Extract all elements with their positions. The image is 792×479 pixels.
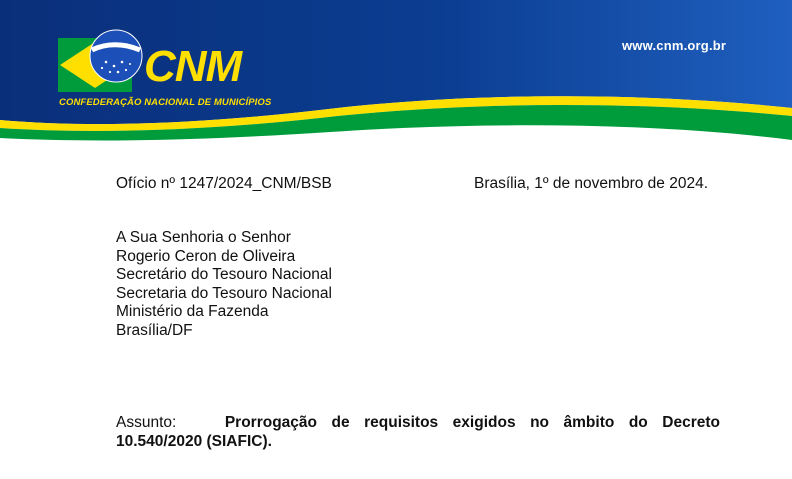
subject-text: Prorrogação de requisitos exigidos no âmbito do Decreto 10.540/2020 (SIAFIC). [116,414,720,450]
logo-subtitle: CONFEDERAÇÃO NACIONAL DE MUNICÍPIOS [59,97,272,108]
document-date: Brasília, 1º de novembro de 2024. [474,175,708,192]
recipient-line: Ministério da Fazenda [116,303,269,321]
recipient-line: Rogerio Ceron de Oliveira [116,247,296,265]
recipient-line: Secretário do Tesouro Nacional [116,266,332,284]
subject-label: Assunto: [116,414,177,431]
recipient-block [116,229,332,341]
recipient-line: A Sua Senhoria o Senhor [116,229,291,246]
document-reference: Ofício nº 1247/2024_CNM/BSB [116,175,332,192]
recipient-line: Brasília/DF [116,321,193,339]
logo-wordmark: CNM [144,42,242,91]
subject-line [116,413,720,451]
site-url: www.cnm.org.br [622,38,727,53]
recipient-line: Secretaria do Tesouro Nacional [116,284,332,302]
